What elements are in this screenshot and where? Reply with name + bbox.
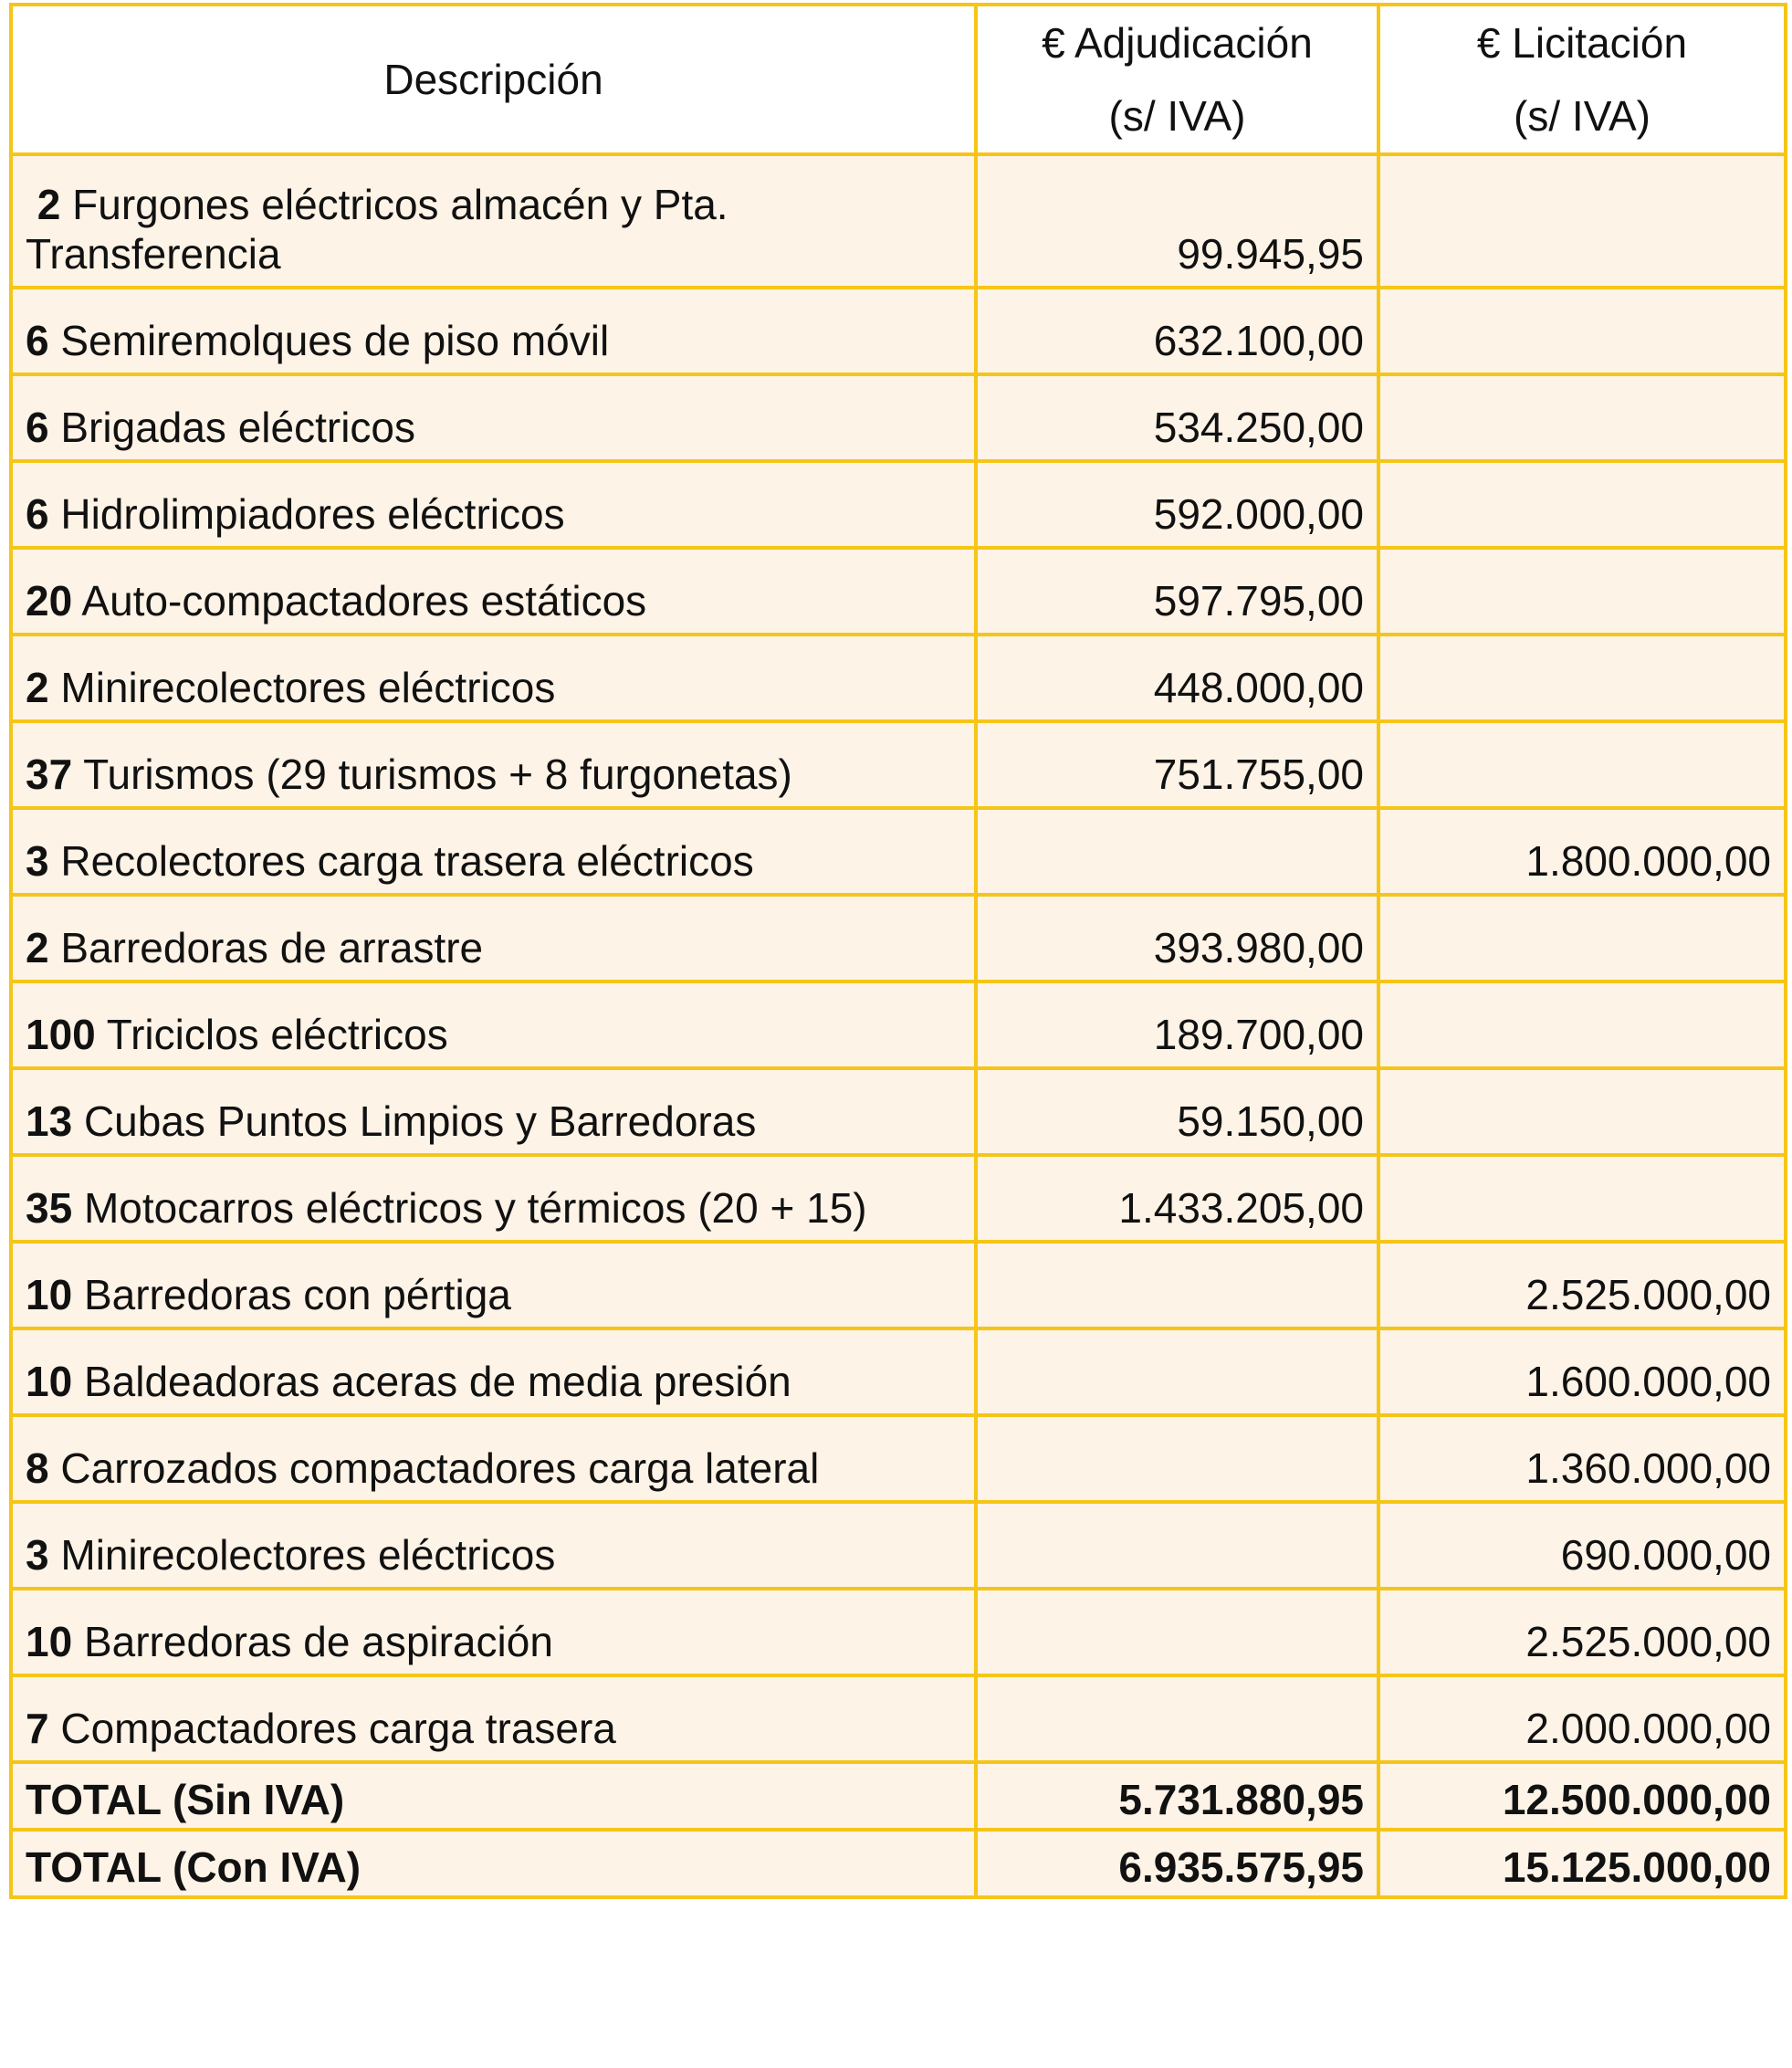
header-adjudicacion-line1: € Adjudicación (1042, 19, 1313, 67)
quantity: 6 (26, 404, 49, 451)
table-row (11, 895, 1786, 982)
description-cell (11, 1502, 976, 1589)
licitacion-cell: 690.000,00 (1378, 1502, 1786, 1589)
description: Barredoras de arrastre (60, 924, 484, 971)
description-cell (11, 982, 976, 1068)
total-adjudicacion: 5.731.880,95 (976, 1762, 1378, 1830)
description-cell (11, 1415, 976, 1502)
total-row (11, 1830, 1786, 1897)
quantity: 100 (26, 1011, 96, 1058)
adjudicacion-cell (976, 1675, 1378, 1762)
header-descripcion (11, 5, 976, 154)
licitacion-cell (1378, 548, 1786, 635)
quantity: 10 (26, 1271, 73, 1318)
table-header-row (11, 5, 1786, 154)
table-row (11, 808, 1786, 895)
quantity: 7 (26, 1705, 49, 1752)
description: Barredoras de aspiración (83, 1618, 553, 1665)
table-body (11, 5, 1786, 1897)
table-row (11, 1502, 1786, 1589)
header-licitacion-line1: € Licitación (1476, 19, 1688, 67)
total-licitacion: 12.500.000,00 (1378, 1762, 1786, 1830)
adjudicacion-cell: 632.100,00 (976, 288, 1378, 374)
description: Furgones eléctricos almacén y Pta. Transferencia (26, 181, 728, 278)
header-descripcion-label: Descripción (383, 56, 603, 103)
description-cell (11, 635, 976, 721)
description-cell (11, 374, 976, 461)
licitacion-cell (1378, 288, 1786, 374)
table-row (11, 1415, 1786, 1502)
total-row (11, 1762, 1786, 1830)
licitacion-cell (1378, 154, 1786, 288)
licitacion-cell (1378, 721, 1786, 808)
quantity: 6 (26, 490, 49, 538)
description: Brigadas eléctricos (60, 404, 415, 451)
header-adjudicacion (976, 5, 1378, 154)
licitacion-cell (1378, 635, 1786, 721)
description: Hidrolimpiadores eléctricos (60, 490, 565, 538)
licitacion-cell (1378, 1068, 1786, 1155)
quantity: 13 (26, 1097, 73, 1145)
table-row (11, 374, 1786, 461)
description: Triciclos eléctricos (106, 1011, 448, 1058)
table-row (11, 1328, 1786, 1415)
quantity: 8 (26, 1444, 49, 1492)
description-cell (11, 808, 976, 895)
adjudicacion-cell: 393.980,00 (976, 895, 1378, 982)
licitacion-cell (1378, 461, 1786, 548)
description: Minirecolectores eléctricos (60, 664, 556, 711)
description-cell (11, 1242, 976, 1328)
quantity: 10 (26, 1618, 73, 1665)
licitacion-cell: 2.525.000,00 (1378, 1589, 1786, 1675)
licitacion-cell (1378, 895, 1786, 982)
adjudicacion-cell (976, 1589, 1378, 1675)
table-row (11, 461, 1786, 548)
description-cell (11, 1675, 976, 1762)
description-cell (11, 1328, 976, 1415)
description: Turismos (29 turismos + 8 furgonetas) (83, 751, 792, 798)
adjudicacion-cell: 592.000,00 (976, 461, 1378, 548)
description-cell (11, 1155, 976, 1242)
description: Motocarros eléctricos y térmicos (20 + 15) (83, 1184, 867, 1232)
table-row (11, 1068, 1786, 1155)
adjudicacion-cell (976, 808, 1378, 895)
licitacion-cell: 2.525.000,00 (1378, 1242, 1786, 1328)
adjudicacion-cell (976, 1328, 1378, 1415)
description: Recolectores carga trasera eléctricos (60, 837, 754, 885)
table-row (11, 548, 1786, 635)
description: Carrozados compactadores carga lateral (60, 1444, 820, 1492)
header-adjudicacion-line2: (s/ IVA) (1108, 92, 1246, 140)
table-row (11, 1242, 1786, 1328)
adjudicacion-cell: 597.795,00 (976, 548, 1378, 635)
table-row (11, 1675, 1786, 1762)
licitacion-cell: 1.600.000,00 (1378, 1328, 1786, 1415)
description-cell (11, 154, 976, 288)
quantity: 3 (26, 837, 49, 885)
quantity: 3 (26, 1531, 49, 1579)
description-cell (11, 1589, 976, 1675)
description: Baldeadoras aceras de media presión (83, 1358, 791, 1405)
licitacion-cell (1378, 982, 1786, 1068)
description: Auto-compactadores estáticos (81, 577, 647, 625)
adjudicacion-cell (976, 1242, 1378, 1328)
table-row (11, 288, 1786, 374)
adjudicacion-cell: 448.000,00 (976, 635, 1378, 721)
description-cell (11, 288, 976, 374)
total-adjudicacion: 6.935.575,95 (976, 1830, 1378, 1897)
quantity: 37 (26, 751, 73, 798)
table-row (11, 1155, 1786, 1242)
description: Minirecolectores eléctricos (60, 1531, 556, 1579)
licitacion-cell: 1.800.000,00 (1378, 808, 1786, 895)
description: Barredoras con pértiga (83, 1271, 511, 1318)
licitacion-cell (1378, 374, 1786, 461)
licitacion-cell: 1.360.000,00 (1378, 1415, 1786, 1502)
quantity: 20 (26, 577, 73, 625)
description: Compactadores carga trasera (60, 1705, 616, 1752)
adjudicacion-cell (976, 1502, 1378, 1589)
licitacion-cell (1378, 1155, 1786, 1242)
table-row (11, 154, 1786, 288)
description-cell (11, 548, 976, 635)
quantity: 2 (26, 924, 49, 971)
table-row (11, 721, 1786, 808)
adjudicacion-cell (976, 1415, 1378, 1502)
adjudicacion-cell: 1.433.205,00 (976, 1155, 1378, 1242)
description-cell (11, 721, 976, 808)
table-row (11, 1589, 1786, 1675)
description: Semiremolques de piso móvil (60, 317, 610, 364)
adjudicacion-cell: 534.250,00 (976, 374, 1378, 461)
adjudicacion-cell: 189.700,00 (976, 982, 1378, 1068)
header-licitacion (1378, 5, 1786, 154)
licitacion-cell: 2.000.000,00 (1378, 1675, 1786, 1762)
total-label: TOTAL (Con IVA) (11, 1830, 976, 1897)
table-row (11, 635, 1786, 721)
description-cell (11, 461, 976, 548)
quantity: 6 (26, 317, 49, 364)
description-cell (11, 895, 976, 982)
quantity: 35 (26, 1184, 73, 1232)
vehicle-budget-table (9, 3, 1787, 1899)
description-cell (11, 1068, 976, 1155)
description: Cubas Puntos Limpios y Barredoras (83, 1097, 757, 1145)
total-label: TOTAL (Sin IVA) (11, 1762, 976, 1830)
quantity: 2 (26, 664, 49, 711)
header-licitacion-line2: (s/ IVA) (1514, 92, 1651, 140)
quantity: 2 (37, 181, 61, 228)
adjudicacion-cell: 751.755,00 (976, 721, 1378, 808)
total-licitacion: 15.125.000,00 (1378, 1830, 1786, 1897)
quantity: 10 (26, 1358, 73, 1405)
table-row (11, 982, 1786, 1068)
adjudicacion-cell: 59.150,00 (976, 1068, 1378, 1155)
adjudicacion-cell: 99.945,95 (976, 154, 1378, 288)
